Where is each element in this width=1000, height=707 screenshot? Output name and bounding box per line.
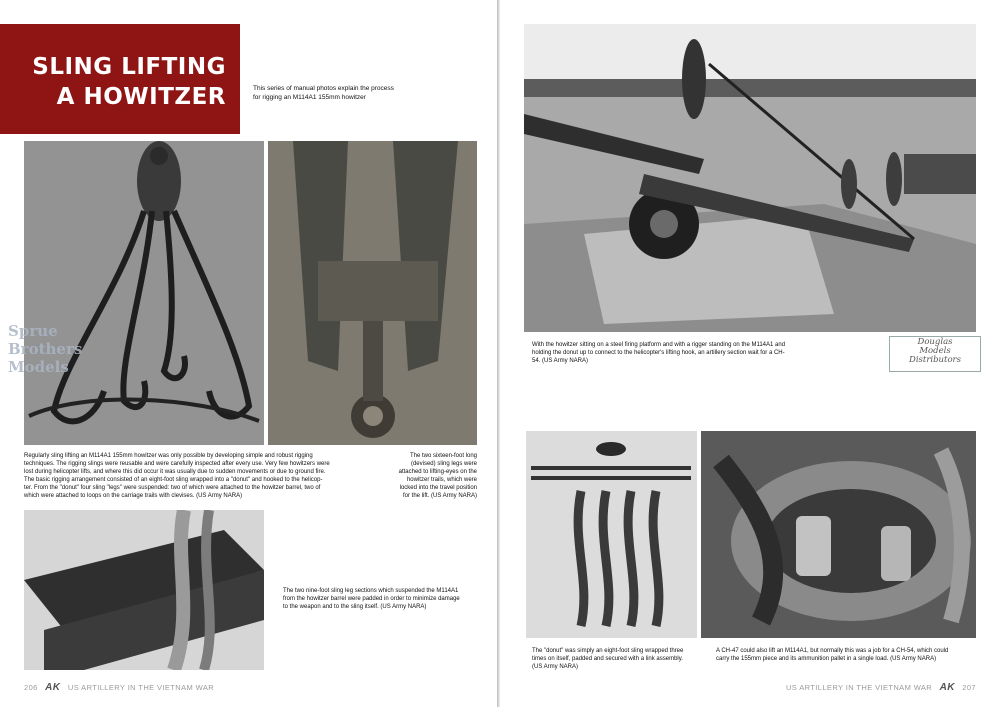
ak-logo: AK — [45, 682, 61, 693]
right-page — [500, 0, 1000, 707]
photo-sling-legs — [24, 141, 264, 445]
photo-link-assembly — [701, 431, 976, 638]
photo-firing-platform — [524, 24, 976, 332]
left-page — [0, 0, 497, 707]
watermark-douglas-models: Douglas Models Distributors — [889, 336, 981, 372]
photo-howitzer-trails — [268, 141, 477, 445]
page-number: 207 — [962, 683, 976, 692]
running-title: US ARTILLERY IN THE VIETNAM WAR — [785, 683, 933, 692]
running-title: US ARTILLERY IN THE VIETNAM WAR — [67, 683, 215, 692]
right-footer — [786, 682, 976, 693]
caption-trails: The two sixteen-foot long (devised) sling legs were attached to lifting-eyes on the howitzer trails, which were locked into the travel position for the lift. (US Army NARA) — [398, 453, 477, 500]
caption-barrel: The two nine-foot sling leg sections which suspended the M114A1 from the howitzer barrel were padded in order to minimize damage to the weapon and to the sling itself. (US Army NARA) — [283, 588, 460, 611]
intro-text: This series of manual photos explain the process for rigging an M114A1 155mm howitzer — [253, 85, 394, 101]
caption-ch47: A CH-47 could also lift an M114A1, but normally this was a job for a CH-54, which could carry the 155mm piece and its ammunition pallet in a single load. (US Army NARA) — [716, 648, 949, 663]
title-banner — [0, 24, 240, 134]
page-number: 206 — [24, 683, 38, 692]
caption-firing-platform: With the howitzer sitting on a steel firing platform and with a rigger standing on the M114A1 and holding the donut up to connect to the helicopter's lifting hook, an artillery section wait for a CH- 54. (US Army NARA) — [532, 342, 786, 365]
photo-donut-sling — [526, 431, 697, 638]
article-title: SLING LIFTING A HOWITZER — [32, 54, 226, 110]
left-footer — [24, 682, 214, 693]
ak-logo: AK — [939, 682, 955, 693]
photo-barrel-slings — [24, 510, 264, 670]
caption-sling-legs: Regularly sling lifting an M114A1 155mm howitzer was only possible by developing simple and robust rigging techniques. The rigging slings were reusable and were carefully inspected after every use. Very few howitzers were lost during helicopter lifts, and where this did occur it was usually due to sudden movements or due to ground fire. The basic rigging arrangement consisted of an eight-foot sling wrapped into a "donut" and hooked to the helicop- ter. From the "donut" four sling "legs" were suspended: two of which were attached to the howitzer barrel, two of which were attached to loops on the carriage trails with clevises. (US Army NARA) — [24, 453, 330, 500]
watermark-sprue-brothers: Sprue Brothers Models — [8, 322, 83, 376]
caption-donut: The "donut" was simply an eight-foot sling wrapped three times on itself, padded and secured with a link assembly. (US Army NARA) — [532, 648, 684, 671]
